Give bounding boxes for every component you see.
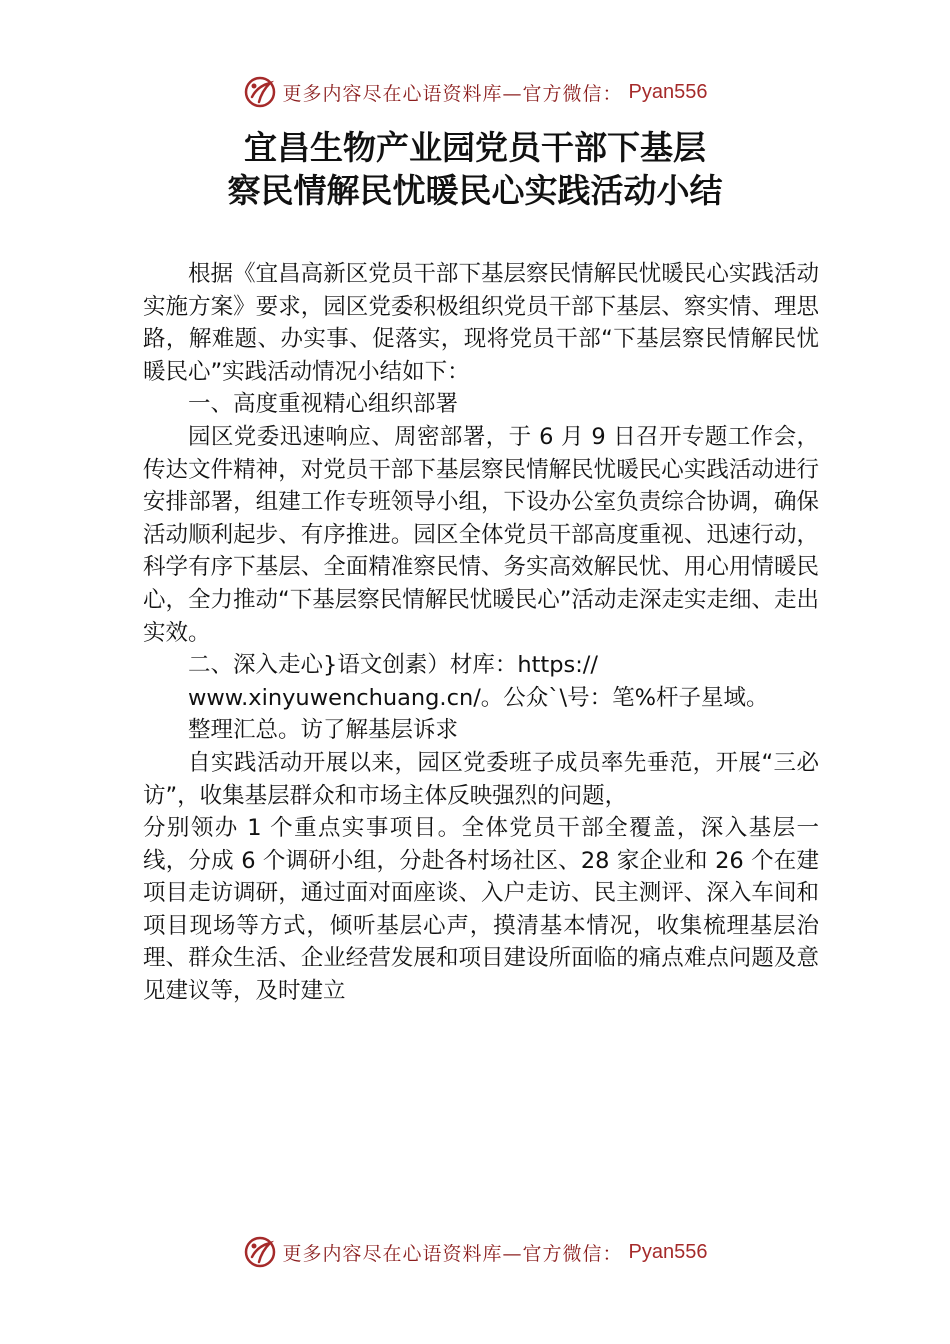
brand-logo-icon [243, 1235, 277, 1269]
banner-wechat-id: Pyan556 [628, 80, 708, 103]
document-title-line-1: 宜昌生物产业园党员干部下基层 [244, 128, 706, 167]
watermark-url-line: www.xinyuwenchuang.cn/。公众`\号：笔%杆子星域。 [188, 684, 769, 711]
document-body [143, 258, 819, 1008]
section-heading-2: 二、深入走心}语文创素）材库：https:// [188, 652, 598, 679]
section-2-paragraph-continued: 分别领办 1 个重点实事项目。全体党员干部全覆盖，深入基层一线，分成 6 个调研小组，分赴各村场社区、28 家企业和 26 个在建项目走访调研，通过面对面座谈、入户走访、民主测评、深入车间和项目现场等方式，倾听基层心声，摸清基本情况，收集梳理基层治理、群众生活、企业经营发展和项目建设所面临的痛点难点问题及意见建议等，及时建立 [143, 815, 819, 1005]
footer-watermark-banner [0, 1232, 950, 1272]
section-1-paragraph: 园区党委迅速响应、周密部署，于 6 月 9 日召开专题工作会，传达文件精神，对党员干部下基层察民情解民忧暖民心实践活动进行安排部署，组建工作专班领导小组，下设办公室负责综合协调，确保活动顺利起步、有序推进。园区全体党员干部高度重视、迅速行动，科学有序下基层、全面精准察民情、务实高效解民忧、用心用情暖民心，全力推动“下基层察民情解民忧暖民心”活动走深走实走细、走出实效。 [143, 423, 819, 646]
header-watermark-banner [0, 72, 950, 112]
brand-logo-icon [243, 75, 277, 109]
section-heading-1: 一、高度重视精心组织部署 [188, 391, 459, 418]
banner-wechat-id: Pyan556 [628, 1240, 708, 1263]
banner-text: 更多内容尽在心语资料库—官方微信： [282, 1242, 623, 1265]
section-heading-2-continued: 整理汇总。访了解基层诉求 [188, 717, 459, 744]
document-title-line-2: 察民情解民忧暖民心实践活动小结 [227, 171, 723, 210]
section-2-paragraph-start: 自实践活动开展以来，园区党委班子成员率先垂范，开展“三必访”，收集基层群众和市场主体反映强烈的问题， [143, 749, 819, 809]
intro-paragraph: 根据《宜昌高新区党员干部下基层察民情解民忧暖民心实践活动实施方案》要求，园区党委积极组织党员干部下基层、察实情、理思路，解难题、办实事、促落实，现将党员干部“下基层察民情解民忧暖民心”实践活动情况小结如下： [143, 261, 819, 385]
banner-text: 更多内容尽在心语资料库—官方微信： [282, 82, 623, 105]
